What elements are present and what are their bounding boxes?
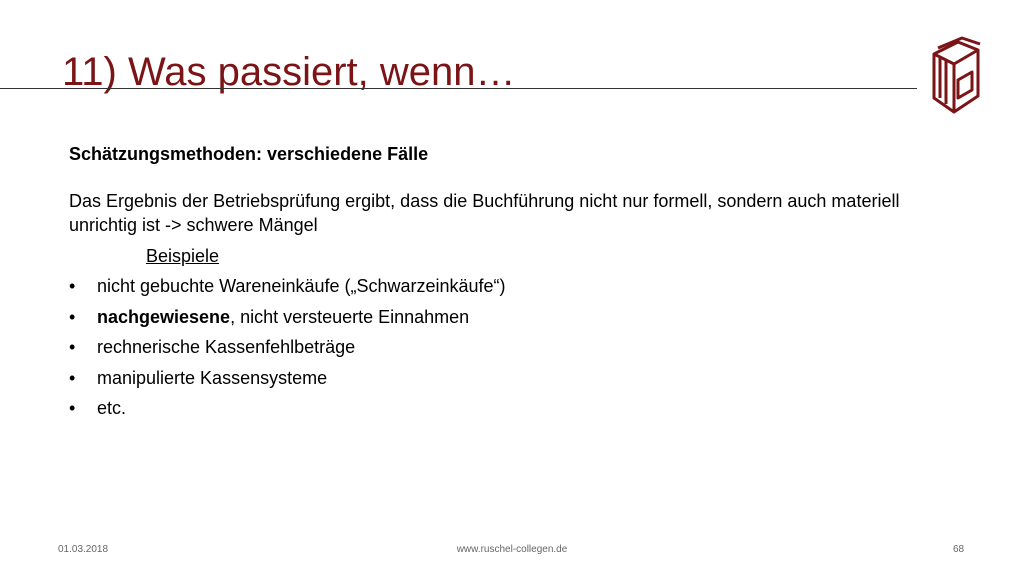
bullet-marker: • [69, 306, 76, 327]
bullet-marker: • [69, 337, 76, 357]
examples-label: Beispiele [146, 246, 220, 266]
list-item-bold-text: nachgewiesene [97, 306, 231, 327]
bullet-marker: • [69, 276, 76, 296]
footer-date: 01.03.2018 [58, 544, 109, 555]
footer-page-number: 68 [953, 544, 965, 555]
list-item-text: , nicht versteuerte Einnahmen [230, 306, 470, 327]
list-item [69, 305, 949, 329]
bullet-marker: • [69, 398, 76, 418]
bullet-marker: • [69, 367, 76, 388]
slide-body [69, 142, 949, 427]
example-list [69, 274, 949, 420]
slide-title: 11) Was passiert, wenn… [62, 50, 516, 94]
list-item-text: nicht gebuchte Wareneinkäufe („Schwarzeinkäufe“) [97, 276, 506, 296]
books-logo-icon [928, 36, 984, 120]
list-item-text: etc. [97, 398, 127, 418]
title-divider [0, 88, 917, 89]
list-item [69, 274, 949, 298]
list-item [69, 335, 949, 359]
list-item [69, 396, 949, 420]
section-heading: Schätzungsmethoden: verschiedene Fälle [69, 144, 429, 164]
list-item-text: manipulierte Kassensysteme [97, 367, 328, 388]
body-paragraph: Das Ergebnis der Betriebsprüfung ergibt, dass die Buchführung nicht nur formell, sondern auch materiell unrichtig ist -> schwere Mängel [69, 191, 900, 235]
list-item-text: rechnerische Kassenfehlbeträge [97, 337, 356, 357]
footer-url: www.ruschel-collegen.de [456, 544, 568, 555]
list-item [69, 366, 949, 390]
